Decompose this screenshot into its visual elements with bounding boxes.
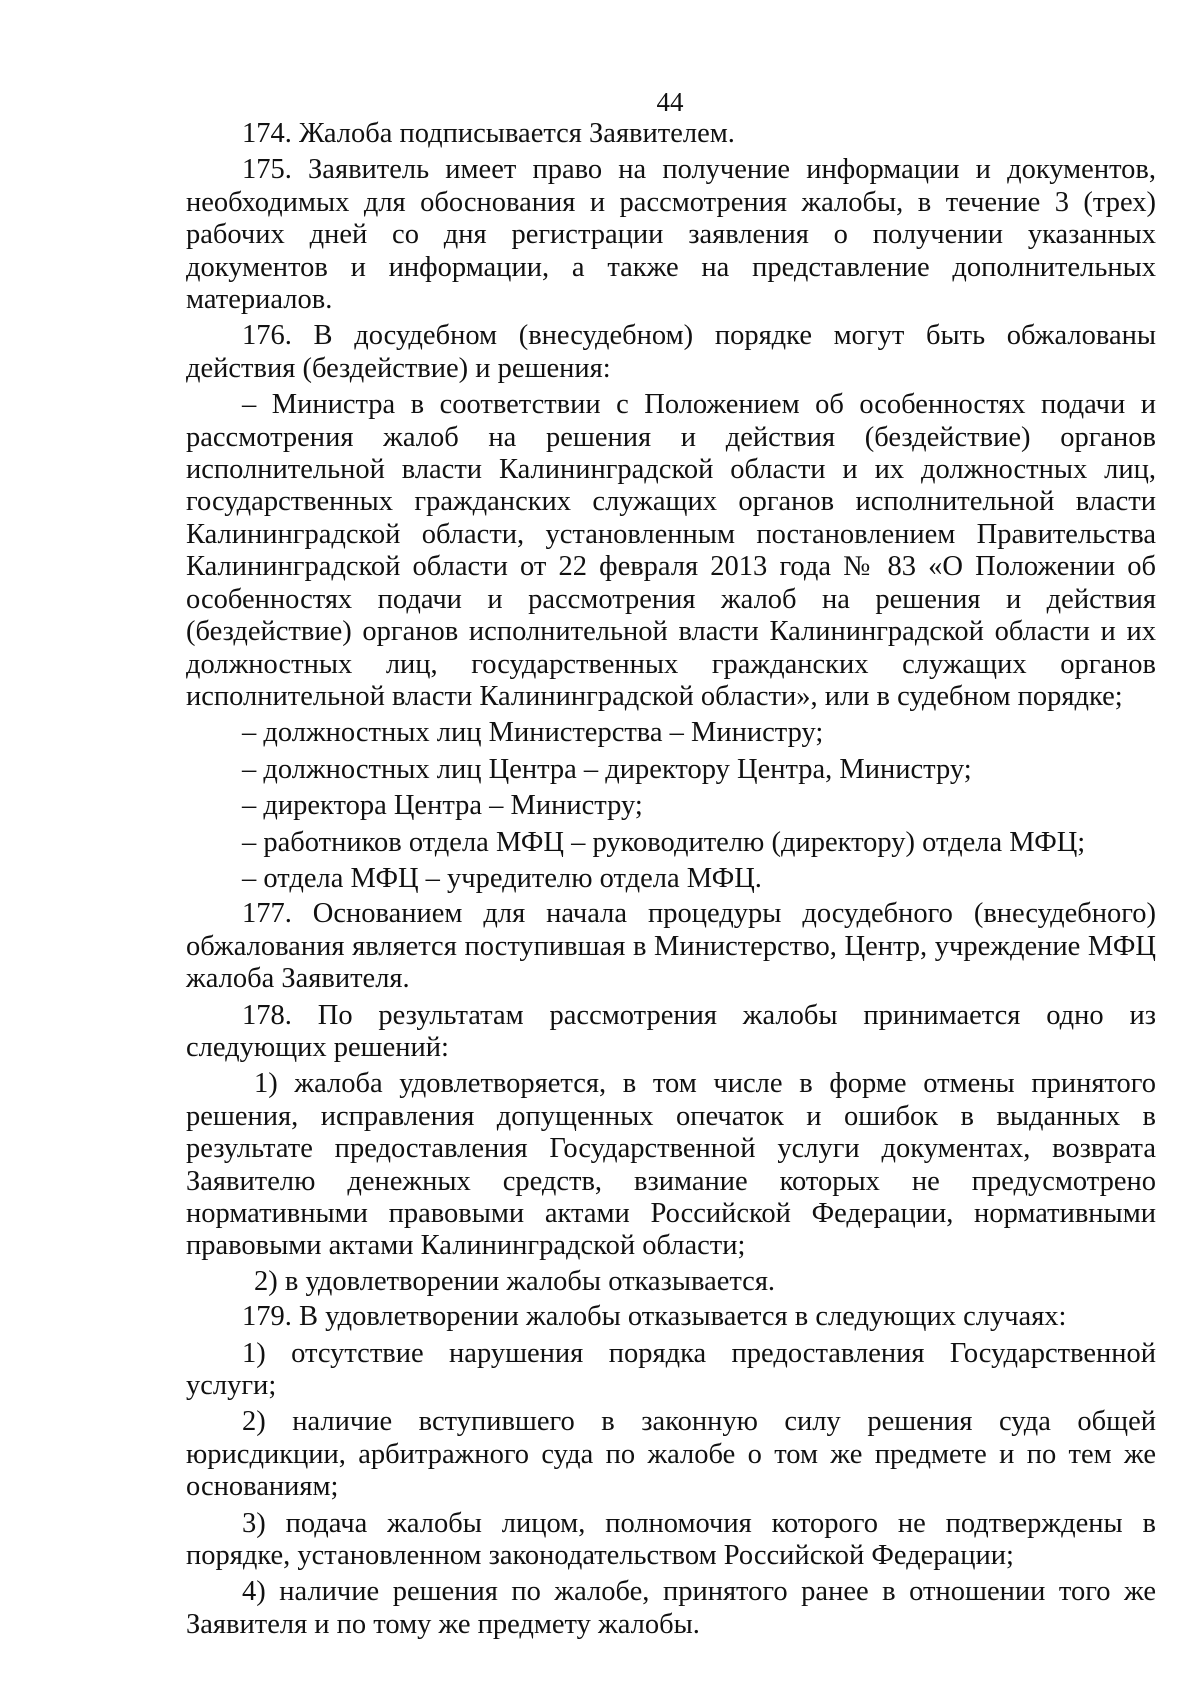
list-item-179-1: 1) отсутствие нарушения порядка предоставления Государственной услуги; [186, 1337, 1156, 1402]
list-item-center-officials: – должностных лиц Центра – директору Центра, Министру; [242, 753, 972, 785]
document-body [186, 118, 1156, 1641]
list-item-minister: – Министра в соответствии с Положением об особенностях подачи и рассмотрения жалоб на решения и действия (бездействие) органов исполнительной власти Калининградской области и их должностных лиц, государственных гражданских служащих органов исполнительной власти Калининградской области, установленным постановлением Правительства Калининградской области от 22 февраля 2013 года № 83 «О Положении об особенностях подачи и рассмотрения жалоб на решения и действия (бездействие) органов исполнительной власти Калининградской области и их должностных лиц, государственных гражданских служащих органов исполнительной власти Калининградской области», или в судебном порядке; [186, 389, 1156, 712]
list-item-178-2: 2) в удовлетворении жалобы отказывается. [254, 1265, 776, 1297]
paragraph-174: 174. Жалоба подписывается Заявителем. [242, 118, 735, 149]
list-item-179-4: 4) наличие решения по жалобе, принятого ранее в отношении того же Заявителя и по тому же предмету жалобы. [186, 1576, 1156, 1640]
paragraph-176: 176. В досудебном (внесудебном) порядке могут быть обжалованы действия (бездействие) и решения: [186, 320, 1156, 384]
list-item-179-3: 3) подача жалобы лицом, полномочия которого не подтверждены в порядке, установленном законодательством Российской Федерации; [186, 1507, 1156, 1572]
list-item-mfc-department: – отдела МФЦ – учредителю отдела МФЦ. [242, 862, 762, 894]
paragraph-179: 179. В удовлетворении жалобы отказывается в следующих случаях: [242, 1301, 1067, 1333]
paragraph-178: 178. По результатам рассмотрения жалобы принимается одно из следующих решений: [186, 999, 1156, 1063]
page-number: 44 [656, 87, 684, 117]
list-item-179-2: 2) наличие вступившего в законную силу решения суда общей юрисдикции, арбитражного суда по жалобе о том же предмете и по тем же основаниям; [186, 1406, 1156, 1503]
paragraph-175: 175. Заявитель имеет право на получение информации и документов, необходимых для обоснования и рассмотрения жалобы, в течение 3 (трех) рабочих дней со дня регистрации заявления о получении указанных документов и информации, а также на представление дополнительных материалов. [186, 154, 1156, 316]
list-item-center-director: – директора Центра – Министру; [242, 790, 643, 822]
paragraph-177: 177. Основанием для начала процедуры досудебного (внесудебного) обжалования является поступившая в Министерство, Центр, учреждение МФЦ жалоба Заявителя. [186, 898, 1156, 995]
list-item-178-1: 1) жалоба удовлетворяется, в том числе в форме отмены принятого решения, исправления допущенных опечаток и ошибок в выданных в результате предоставления Государственной услуги документах, возврата Заявителю денежных средств, взимание которых не предусмотрено нормативными правовыми актами Российской Федерации, нормативными правовыми актами Калининградской области; [186, 1068, 1156, 1262]
list-item-mfc-workers: – работников отдела МФЦ – руководителю (директору) отдела МФЦ; [242, 826, 1086, 858]
list-item-ministry-officials: – должностных лиц Министерства – Министру; [242, 717, 824, 749]
